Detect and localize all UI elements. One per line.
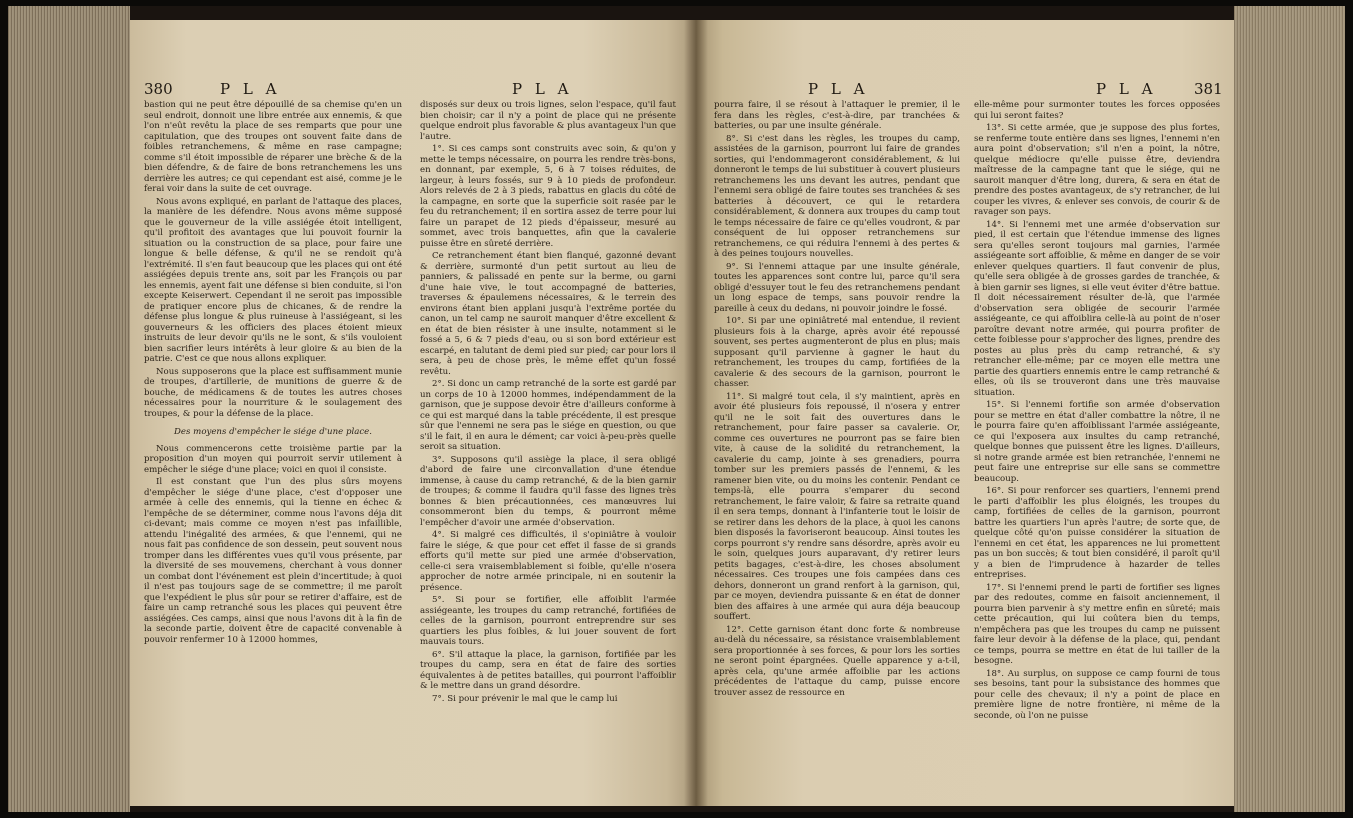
paragraph: 7°. Si pour prévenir le mal que le camp lui — [432, 693, 618, 704]
paragraph: Il est constant que l'un des plus sûrs moyens d'empêcher le siége d'une place, c'est d'opposer une armée à celle des ennemis, qui la tienne en échec & l'empêche de se déterminer, comme nous l'avons déja dit ci-devant; mais comme ce moyen n'est pas infaillible, attendu l'inégalité des armées, & que l'ennemi, qui ne nous fait pas confidence de son dessein, peut souvent nous tromper dans les différentes vues qu'il vous présente, par la diversité de ses mouvemens, cherchant à vous donner un combat dont l'événement est plein d'incertitude; à quoi il n'est pas toujours sage de se commettre; il me paroît que l'expédient le plus sûr pour se retirer d'affaire, est de faire un camp retranché sous les places qui peuvent être assiégées. Ces camps, ainsi que nous l'avons dit à la fin de la seconde partie, doivent être de capacité convenable à pouvoir renfermer 10 à 12000 hommes, — [144, 477, 402, 645]
paragraph: 4°. Si malgré ces difficultés, il s'opiniâtre à vouloir faire le siége, & que pour cet effet il fasse de si grands efforts qu'il mette sur pied une armée d'observation, celle-ci sera vraisemblablement si foible, qu'elle n'osera approcher de notre armée principale, ni en soutenir la présence. — [420, 530, 676, 593]
running-head: P L A — [1096, 80, 1157, 98]
paragraph: 15°. Si l'ennemi fortifie son armée d'observation pour se mettre en état d'aller combattre la nôtre, il ne le pourra faire qu'en affoiblissant l'armée assiégeante, ce qui l'exposera aux insultes du camp retranché, quelque bonnes que puissent être les lignes. D'ailleurs, si notre grande armée est bien retranchée, l'ennemi ne peut faire une entreprise sur elle sans se commettre beaucoup. — [974, 400, 1220, 484]
text-column-1 — [144, 100, 402, 647]
page-number: 380 — [144, 80, 173, 98]
paragraph: 11°. Si malgré tout cela, il s'y maintient, après en avoir été plusieurs fois repoussé, il n'osera y entrer qu'il ne le soit fait des ouvertures dans le retranchement, pour faire passer sa cavalerie. Or, comme ces ouvertures ne pourront pas se faire bien vite, à cause de la solidité du retranchement, la cavalerie du camp, jointe à ses grenadiers, pourra tomber sur les premiers passés de l'ennemi, & les ramener bien vite, ou du moins les contenir. Pendant ce temps-là, elle pourra s'emparer du second retranchement, le faire valoir, & faire sa retraite quand il en sera temps, donnant à l'infanterie tout le loisir de se retirer dans les dehors de la place, à quoi les canons bien disposés la favoriseront beaucoup. Ainsi toutes les corps pourront s'y rendre sans désordre, après avoir eu le soin, quelques jours auparavant, d'y retirer leurs petits bagages, c'est-à-dire, les choses absolument nécessaires. Ces troupes une fois campées dans ces dehors, donneront un grand renfort à la garnison, qui, par ce moyen, deviendra puissante & en état de donner bien des affaires à une armée qui aura déja beaucoup souffert. — [714, 391, 960, 622]
running-head: P L A — [512, 80, 573, 98]
text-column-2 — [974, 100, 1220, 723]
paragraph: 2°. Si donc un camp retranché de la sorte est gardé par un corps de 10 à 12000 hommes, indépendamment de la garnison, que je suppose devoir être d'ailleurs conforme à ce qui est marqué dans la table précédente, il est presque sûr que l'ennemi ne sera pas le siége en question, ou que s'il le fait, il en aura le dément; car voici à-peu-près quelle seroit sa situation. — [420, 379, 676, 452]
paragraph: disposés sur deux ou trois lignes, selon l'espace, qu'il faut bien choisir; car il n'y a point de place qui ne présente quelque endroit plus favorable & plus avantageux l'un que l'autre. — [420, 100, 676, 142]
running-head: P L A — [220, 80, 281, 98]
left-page — [130, 20, 696, 806]
book-gutter — [684, 20, 708, 806]
paragraph: 12°. Cette garnison étant donc forte & nombreuse au-delà du nécessaire, sa résistance vraisemblablement sera proportionnée à ses forces, & pour lors les sorties ne seront point épargnées. Quelle apparence y a-t-il, après cela, qu'une armée affoiblie par les actions précédentes de l'attaque du camp, puisse encore trouver assez de ressource en — [714, 624, 960, 698]
paragraph: 5°. Si pour se fortifier, elle affoiblit l'armée assiégeante, les troupes du camp retranché, fortifiées de celles de la garnison, pourront entreprendre sur ses quartiers les plus foibles, & lui jouer souvent de fort mauvais tours. — [420, 595, 676, 647]
open-book — [8, 6, 1345, 812]
paragraph: 3°. Supposons qu'il assiège la place, il sera obligé d'abord de faire une circonvallation d'une étendue immense, à cause du camp retranché, & de la bien garnir de troupes; & comme il faudra qu'il fasse des lignes très bonnes & bien précautionnées, ces manœuvres lui consommeront bien du temps, & pourront même l'empêcher d'avoir une armée d'observation. — [420, 454, 676, 528]
paragraph: 10°. Si par une opiniâtreté mal entendue, il revient plusieurs fois à la charge, après avoir été repoussé souvent, ses pertes augmenteront de plus en plus; mais supposant qu'il parvienne à gagner le haut du retranchement, les troupes du camp, fortifiées de la cavalerie & des secours de la garnison, pourront le chasser. — [714, 316, 960, 389]
paragraph: 8°. Si c'est dans les règles, les troupes du camp, assistées de la garnison, pourront lui faire de grandes sorties, qui l'endommageront considérablement, & lui donneront le temps de lui substituer à couvert plusieurs retranchemens les uns devant les autres, pendant que l'ennemi sera obligé de faire toutes ses tranchées & ses batteries à découvert, ce qui le retardera considérablement, & donnera aux troupes du camp tout le temps nécessaire de faire ce qu'elles voudront, & par conséquent de lui opposer retranchemens sur retranchemens, ce qui réduira l'ennemi à des pertes & à des peines toujours nouvelles. — [714, 133, 960, 259]
paragraph: 1°. Si ces camps sont construits avec soin, & qu'on y mette le temps nécessaire, on pourra les rendre très-bons, en donnant, par exemple, 5, 6 à 7 toises réduites, de largeur, à leurs fossés, sur 9 à 10 pieds de profondeur. Alors relevés de 2 à 3 pieds, rabattus en glacis du côté de la campagne, en sorte que la superficie soit rasée par le feu du retranchement; il en sortira assez de terre pour lui faire un parapet de 12 pieds d'épaisseur, mesuré au sommet, avec trois banquettes, afin que la cavalerie puisse être en sûreté derrière. — [420, 144, 676, 249]
paragraph: Ce retranchement étant bien flanqué, gazonné devant & derrière, surmonté d'un petit surtout au lieu de panniers, & palissadé en pente sur la berme, ou garni d'une haie vive, le tout accompagné de batteries, traverses & épaulemens nécessaires, & le terrein des environs étant bien applani jusqu'à l'extrême portée du canon, un tel camp ne sauroit manquer d'être excellent & en état de bien résister à une insulte, notamment si le fossé a 5, 6 & 7 pieds d'eau, ou si son bord extérieur est escarpé, en talutant de demi pied sur pied; car pour lors il sera, à peu de chose près, le même effet qu'un fossé revêtu. — [420, 251, 676, 377]
section-heading: Des moyens d'empêcher le siége d'une place. — [174, 427, 372, 437]
paragraph: pourra faire, il se résout à l'attaquer le premier, il le fera dans les règles, c'est-à-dire, par tranchées & batteries, ou par une insulte générale. — [714, 100, 960, 131]
paragraph: 9°. Si l'ennemi attaque par une insulte générale, toutes les apparences sont contre lui, parce qu'il sera obligé d'essuyer tout le feu des retranchemens pendant un long espace de temps, sans pouvoir rendre la pareille à ceux du dedans, ni pouvoir joindre le fossé. — [714, 261, 960, 314]
paragraph: elle-même pour surmonter toutes les forces opposées qui lui seront faites? — [974, 100, 1220, 121]
paragraph: bastion qui ne peut être dépouillé de sa chemise qu'en un seul endroit, donnoit une libre entrée aux ennemis, & que l'on n'eût revêtu la place de ses remparts que pour une capitulation, que des troupes ont souvent faite dans de foibles retranchemens, & même en rase campagne; comme s'il étoit impossible de réparer une brèche & de la bien défendre, & de faire de bons retranchemens les uns derrière les autres; ce qui cependant est aisé, comme je le ferai voir dans la suite de cet ouvrage. — [144, 100, 402, 194]
page-edges-left — [8, 6, 130, 812]
paragraph: Nous commencerons cette troisième partie par la proposition d'un moyen qui pourroit servir utilement à empêcher le siége d'une place; voici en quoi il consiste. — [144, 443, 402, 475]
page-number: 381 — [1194, 80, 1223, 98]
text-column-1 — [714, 100, 960, 700]
paragraph: 6°. S'il attaque la place, la garnison, fortifiée par les troupes du camp, sera en état de faire des sorties équivalentes à de petites batailles, qui pourront l'affoiblir & le mettre dans un grand désordre. — [420, 649, 676, 691]
paragraph: 16°. Si pour renforcer ses quartiers, l'ennemi prend le parti d'affoiblir les plus éloignés, les troupes du camp, fortifiées de celles de la garnison, pourront battre les quartiers l'un après l'autre; de sorte que, de quelque côté qu'on puisse considérer la situation de l'ennemi en cet état, les apparences ne lui promettent pas un bon succès; & tout bien considéré, il paroît qu'il y a bien de l'imprudence à hazarder de telles entreprises. — [974, 486, 1220, 580]
page-edges-right — [1234, 6, 1345, 812]
paragraph: 13°. Si cette armée, que je suppose des plus fortes, se renferme toute entière dans ses lignes, l'ennemi n'en aura point d'observation; s'il n'en a point, la nôtre, quelque médiocre qu'elle puisse être, deviendra maîtresse de la campagne tant que le siége, qui ne sauroit manquer d'être long, durera, & sera en état de prendre des postes avantageux, de s'y retrancher, de lui couper les vivres, & enlever ses convois, de courir & de ravager son pays. — [974, 123, 1220, 217]
running-head: P L A — [808, 80, 869, 98]
text-column-2 — [420, 100, 676, 706]
paragraph: 18°. Au surplus, on suppose ce camp fourni de tous ses besoins, tant pour la subsistance des hommes que pour celle des chevaux; il n'y a point de place en première ligne de notre frontière, ni même de la seconde, où l'on ne puisse — [974, 668, 1220, 721]
paragraph: 14°. Si l'ennemi met une armée d'observation sur pied, il est certain que l'étendue immense des lignes sera qu'elles seront toujours mal garnies, l'armée assiégeante sort affoiblie, & même en danger de se voir enlever quelques quartiers. Il faut convenir de plus, qu'elle sera obligée à de grosses gardes de tranchée, & à bien garnir ses lignes, si elle veut éviter d'être battue. Il doit nécessairement résulter de-là, que l'armée d'observation sera obligée de secourir l'armée assiégeante, ce qui affoiblira celle-là au point de n'oser paroître devant notre armée, qui pourra profiter de cette foiblesse pour s'approcher des lignes, prendre des postes au plus près du camp retranché, & s'y retrancher elle-même; par ce moyen elle mettra une partie des quartiers ennemis entre le camp retranché & elles, où ils se trouveront dans une très mauvaise situation. — [974, 219, 1220, 398]
paragraph: Nous avons expliqué, en parlant de l'attaque des places, la manière de les défendre. Nous avons même supposé que le gouverneur de la ville assiégée étoit intelligent, qu'il profitoit des avantages que lui pouvoit fournir la situation ou la construction de sa place, pour faire une longue & belle défense, & qu'il ne se rendoit qu'à l'extrémité. Il s'en faut beaucoup que les places qui ont été assiégées depuis trente ans, soit par les François ou par les ennemis, ayent fait une défense si bien conduite, si l'on excepte Keiserwert. Cependant il ne seroit pas impossible de pratiquer encore plus de chicanes, & de rendre la défense plus longue & plus ruineuse à l'assiégeant, si les gouverneurs & les officiers des places étoient mieux instruits de leur devoir qu'ils ne le sont, & s'ils vouloient bien sacrifier leurs intérêts à leur gloire & au bien de la patrie. C'est ce que nous allons expliquer. — [144, 196, 402, 364]
right-page — [696, 20, 1234, 806]
paragraph: 17°. Si l'ennemi prend le parti de fortifier ses lignes par des redoutes, comme en faisoit anciennement, il pourra bien parvenir à s'y mettre enfin en sûreté; mais cette précaution, qui lui coûtera bien du temps, n'empêchera pas que les troupes du camp ne puissent faire leur devoir à la défense de la place, qui, pendant ce temps, pourra se mettre en état de lui tailler de la besogne. — [974, 582, 1220, 666]
paragraph: Nous supposerons que la place est suffisamment munie de troupes, d'artillerie, de munitions de guerre & de bouche, de médicamens & de toutes les autres choses nécessaires pour la nourriture & le soulagement des troupes, & pour la défense de la place. — [144, 366, 402, 419]
